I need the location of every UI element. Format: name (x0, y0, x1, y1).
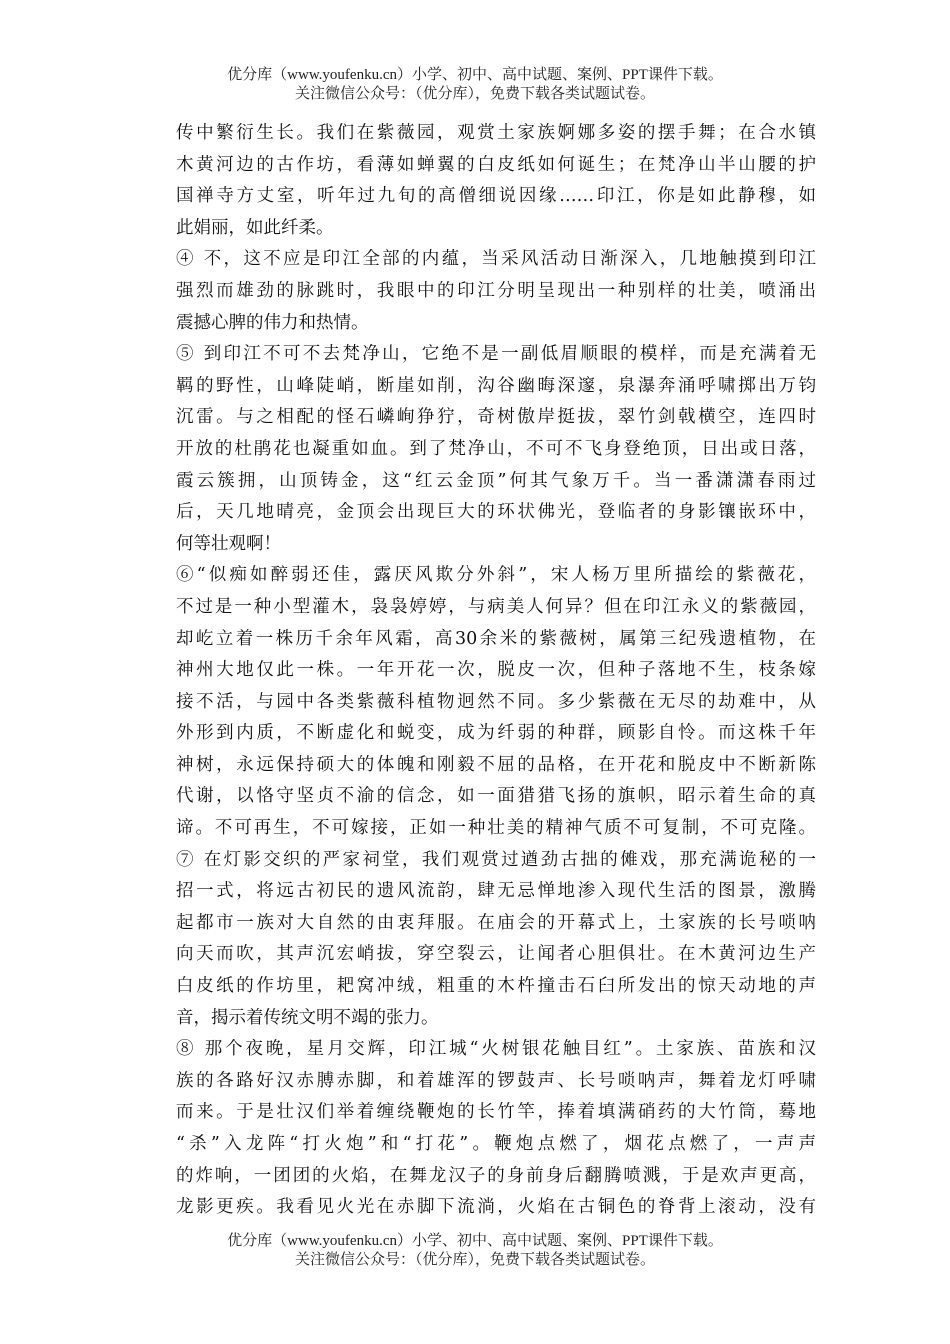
body-line: 白皮纸的作坊里，耙窝冲绒，粗重的木杵撞击石臼所发出的惊天动地的声 (176, 976, 816, 997)
body-line: 开放的杜鹃花也凝重如血。到了梵净山，不可不飞身登绝顶，日出或日落， (176, 438, 816, 459)
body-line: 接不活，与园中各类紫薇科植物迥然不同。多少紫薇在无尽的劫难中，从 (176, 691, 816, 712)
body-line: 国禅寺方丈室，听年过九旬的高僧细说因缘……印江，你是如此静穆，如 (176, 186, 816, 207)
body-line: 族的各路好汉赤膊赤脚，和着雄浑的锣鼓声、长号唢呐声，舞着龙灯呼啸 (176, 1070, 816, 1091)
body-line: ④ 不，这不应是印江全部的内蕴，当采风活动日渐深入，几地触摸到印江 (176, 249, 816, 270)
body-line: 招一式，将远古初民的遗风流韵，肆无忌惮地渗入现代生活的图景，激腾 (176, 881, 816, 902)
article-body (176, 118, 816, 1224)
body-line: 木黄河边的古作坊，看薄如蝉翼的白皮纸如何诞生；在梵净山半山腰的护 (176, 154, 816, 175)
body-line: 霞云簇拥，山顶铸金，这“红云金顶”何其气象万千。当一番潇潇春雨过 (176, 470, 816, 491)
body-line: ⑧ 那个夜晚，星月交辉，印江城“火树银花触目红”。土家族、苗族和汉 (176, 1039, 816, 1060)
body-line: 起都市一族对大自然的由衷拜服。在庙会的开幕式上，土家族的长号唢呐 (176, 912, 816, 933)
body-line: 音，揭示着传统文明不竭的张力。 (176, 1007, 439, 1028)
footer-line-1: 优分库（www.youfenku.cn）小学、初中、高中试题、案例、PPT课件下载。 (227, 1233, 723, 1249)
body-line: 向天而吹，其声沉宏峭拔，穿空裂云，让闻者心胆俱壮。在木黄河边生产 (176, 944, 816, 965)
body-line: 震撼心脾的伟力和热情。 (176, 312, 369, 333)
body-line: 外形到内质，不断虚化和蜕变，成为纤弱的种群，顾影自怜。而这株千年 (176, 723, 816, 744)
body-line: 却屹立着一株历千余年风霜，高30余米的紫薇树，属第三纪残遗植物，在 (176, 628, 816, 649)
footer-line-2: 关注微信公众号：（优分库），免费下载各类试题试卷。 (294, 1252, 655, 1268)
body-line: ⑦ 在灯影交织的严家祠堂，我们观赏过遒劲古拙的傩戏，那充满诡秘的一 (176, 849, 816, 870)
body-line: 而来。于是壮汉们举着缠绕鞭炮的长竹竿，捧着填满硝药的大竹筒，蓦地 (176, 1102, 816, 1123)
body-line: ⑥“似痴如醉弱还佳，露厌风欺分外斜”，宋人杨万里所描绘的紫薇花， (176, 565, 816, 586)
body-line: 龙影更疾。我看见火光在赤脚下流淌，火焰在古铜色的脊背上滚动，没有 (176, 1197, 816, 1218)
body-line: “杀”入龙阵“打火炮”和“打花”。鞭炮点燃了，烟花点燃了，一声声 (176, 1134, 816, 1154)
body-line: 沉雷。与之相配的怪石嶙峋狰狞，奇树傲岸挺拔，翠竹剑戟横空，连四时 (176, 407, 816, 428)
body-line: 不过是一种小型灌木，袅袅婷婷，与病美人何异？但在印江永义的紫薇园， (176, 596, 816, 617)
body-line: 谛。不可再生，不可嫁接，正如一种壮美的精神气质不可复制，不可克隆。 (176, 818, 816, 839)
body-line: 的炸响，一团团的火焰，在舞龙汉子的身前身后翻腾喷溅，于是欢声更高， (176, 1165, 816, 1186)
header-line-2: 关注微信公众号：（优分库），免费下载各类试题试卷。 (294, 86, 655, 102)
body-line: 后，天几地晴亮，金顶会出现巨大的环状佛光，登临者的身影镶嵌环中， (176, 502, 816, 523)
header-line-1: 优分库（www.youfenku.cn）小学、初中、高中试题、案例、PPT课件下载。 (227, 67, 723, 83)
body-line: 代谢，以恪守坚贞不渝的信念，如一面猎猎飞扬的旗帜，昭示着生命的真 (176, 786, 816, 807)
body-line: 神州大地仅此一株。一年开花一次，脱皮一次，但种子落地不生，枝条嫁 (176, 660, 816, 681)
page-header (0, 66, 950, 104)
body-line: 强烈而雄劲的脉跳时，我眼中的印江分明呈现出一种别样的壮美，喷涌出 (176, 280, 816, 301)
page-footer (0, 1232, 950, 1270)
body-line: 神树，永远保持硕大的体魄和刚毅不屈的品格，在开花和脱皮中不断新陈 (176, 754, 816, 775)
body-line: 羁的野性，山峰陡峭，断崖如削，沟谷幽晦深邃，泉瀑奔涌呼啸掷出万钧 (176, 375, 816, 396)
body-line: 何等壮观啊！ (176, 533, 281, 554)
body-line: 传中繁衍生长。我们在紫薇园，观赏土家族婀娜多姿的摆手舞；在合水镇 (176, 123, 816, 143)
body-line: 此娟丽，如此纤柔。 (176, 217, 334, 238)
body-line: ⑤ 到印江不可不去梵净山，它绝不是一副低眉顺眼的模样，而是充满着无 (176, 344, 816, 365)
